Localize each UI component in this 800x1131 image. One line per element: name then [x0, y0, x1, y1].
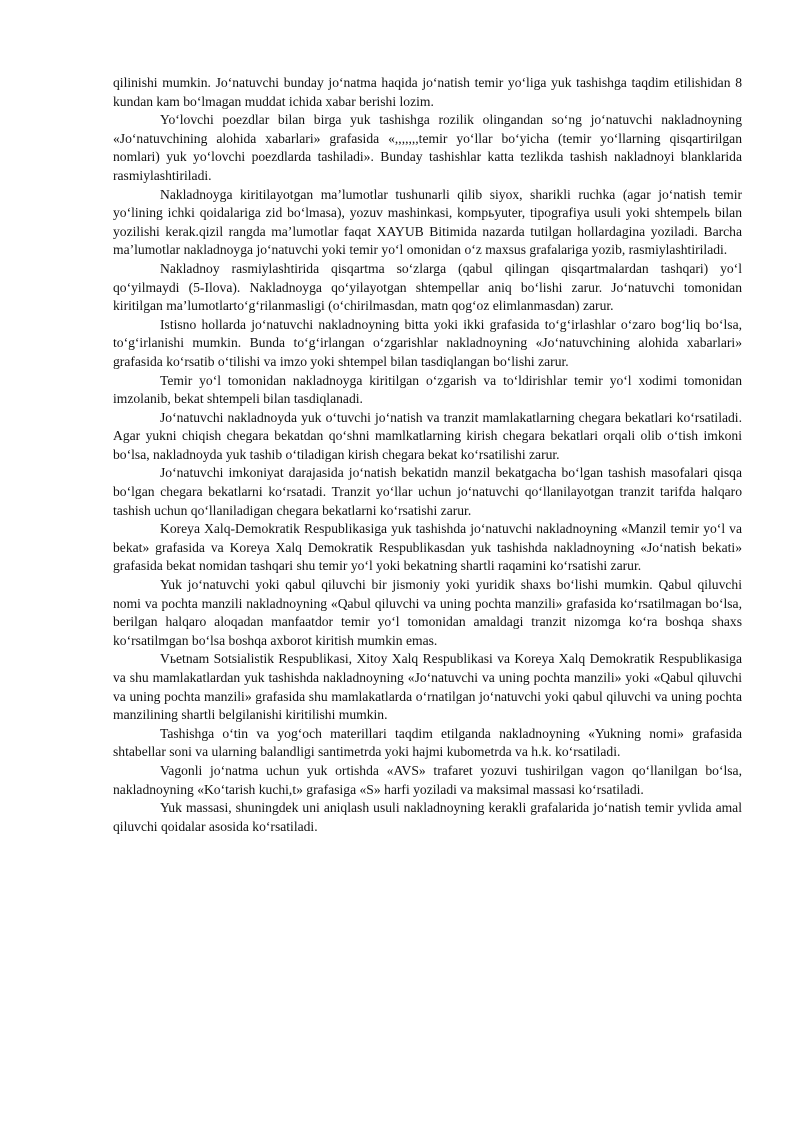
paragraph-passenger-train-shipping: Yo‘lovchi poezdlar bilan birga yuk tashishga rozilik olingandan so‘ng jo‘natuvchi nakladnoyning «Jo‘natuvchining alohida xabarlari» grafasida «,,,,,,,temir yo‘llar bo‘yicha (temir yo‘llarning qisqartirilgan nomlari) yuk yo‘lovchi poezdlarda tashiladi». Bunday tashishlar katta tezlikda tashish nakladnoyi blanklarida rasmiylashtiriladi. — [113, 112, 742, 183]
paragraph-writing-tools: Nakladnoyga kiritilayotgan ma’lumotlar tushunarli qilib siyox, sharikli ruchka (agar jo‘natish temir yo‘lining ichki qoidalariga zid bo‘lmasa), yozuv mashinkasi, kompьyuter, tipografiya usuli yoki shtempelь bilan yozilishi kerak.qizil rangda ma’lumotlar faqat XAYUB Bitimida nazarda tutilgan hollardagina yoziladi. Barcha ma’lumotlar nakladnoyga jo‘natuvchi yoki temir yo‘l omonidan o‘z maxsus grafalariga yozib, rasmiylashtiriladi. — [113, 186, 742, 258]
paragraph-korea-shipping: Koreya Xalq-Demokratik Respublikasiga yuk tashishda jo‘natuvchi nakladnoyning «Manzil temir yo‘l va bekat» grafasida va Koreya Xalq Demokratik Respublikasdan yuk tashishda nakladnoyning «Jo‘natish bekati» grafasida bekat nomidan tashqari shu temir yo‘l yoki bekatning shartli raqamini ko‘rsatishi zarur. — [113, 521, 742, 574]
paragraph-transit-distances: Jo‘natuvchi imkoniyat darajasida jo‘natish bekatidn manzil bekatgacha bo‘lgan tashish masofalari qisqa bo‘lgan chegara bekatlarni ko‘rsatadi. Tranzit yo‘llar uchun jo‘natuvchi qo‘llanilayotgan tranzit tarifda halqaro tashish uchun qo‘llaniladigan chegara bekatlarni ko‘rsatishi zarur. — [113, 465, 742, 518]
paragraph-timber-materials: Tashishga o‘tin va yog‘och materillari taqdim etilganda nakladnoyning «Yukning nomi» grafasida shtabellar soni va ularning balandligi santimetrda yoki hajmi kubometrda va h.k. ko‘rsatiladi. — [113, 725, 742, 760]
document-body — [113, 74, 742, 836]
paragraph-border-stations: Jo‘natuvchi nakladnoyda yuk o‘tuvchi jo‘natish va tranzit mamlakatlarning chegara bekatlari ko‘rsatiladi. Agar yukni chiqish chegara bekatdan qo‘shni mamlkatlarning kirish chegara bekatlari orqali olib o‘tish imkoni bo‘lsa, nakladnoyda yuk tashib o‘tiladigan kirish chegara bekat ko‘rsatilishi zarur. — [113, 409, 742, 462]
paragraph-consignee: Yuk jo‘natuvchi yoki qabul qiluvchi bir jismoniy yoki yuridik shaxs bo‘lishi mumkin. Qabul qiluvchi nomi va pochta manzili nakladnoyning «Qabul qiluvchi va uning pochta manzili» grafasida ko‘rsatilmagan bo‘lsa, berilgan halqaro aloqadan manfaatdor temir yo‘l tomonidan amaldagi tranzit nizomga ko‘ra boshqa shaxs ko‘rsatilmgan bo‘lsa boshqa axborot kiritish mumkin emas. — [113, 577, 742, 648]
paragraph-continued: qilinishi mumkin. Jo‘natuvchi bunday jo‘natma haqida jo‘natish temir yo‘liga yuk tashishga taqdim etilishidan 8 kundan kam bo‘lmagan muddat ichida xabar berishi lozim. — [113, 75, 742, 109]
paragraph-wagon-stencil: Vagonli jo‘natma uchun yuk ortishda «AVS» trafaret yozuvi tushirilgan vagon qo‘llanilgan bo‘lsa, nakladnoyning «Ko‘tarish kuchi,t» grafasiga «S» harfi yoziladi va maksimal massasi ko‘rsatiladi. — [113, 762, 742, 797]
paragraph-corrections-exception: Istisno hollarda jo‘natuvchi nakladnoyning bitta yoki ikki grafasida to‘g‘irlashlar o‘zaro bog‘liq bo‘lsa, to‘g‘irlanishi mumkin. Bunda to‘g‘irlangan o‘zgarishlar nakladnoyning «Jo‘natuvchining alohida xabarlari» grafasida ko‘rsatib o‘tilishi va imzo yoki shtempel bilan tasdiqlangan bo‘lishi zarur. — [113, 316, 742, 369]
paragraph-railway-changes: Temir yo‘l tomonidan nakladnoyga kiritilgan o‘zgarish va to‘ldirishlar temir yo‘l xodimi tomonidan imzolanib, bekat shtempeli bilan tasdiqlanadi. — [113, 372, 742, 407]
paragraph-abbreviations: Nakladnoy rasmiylashtirida qisqartma so‘zlarga (qabul qilingan qisqartmalardan tashqari) yo‘l qo‘yilmaydi (5-Ilova). Nakladnoyga qo‘yilayotgan shtempellar aniq bo‘lishi zarur. Jo‘natuvchi tomonidan kiritilgan ma’lumotlarto‘g‘rilanmasligi (o‘chirilmasdan, matn qog‘oz elimlanmasdan) zarur. — [113, 260, 742, 314]
paragraph-vietnam-china-korea: Vьetnam Sotsialistik Respublikasi, Xitoy Xalq Respublikasi va Koreya Xalq Demokratik Respublikasiga va shu mamlakatlardan yuk tashishda nakladnoyning «Jo‘natuvchi va uning pochta manzili» yoki «Qabul qiluvchi va uning pochta manzili» grafasida shu mamlakatlarda o‘rnatilgan jo‘natuvchi yoki qabul qiluvchi va uning pochta manzilining shartli belgilanishi kiritilishi mumkin. — [113, 651, 742, 723]
paragraph-cargo-mass: Yuk massasi, shuningdek uni aniqlash usuli nakladnoyning kerakli grafalarida jo‘natish temir yvlida amal qiluvchi qoidalar asosida ko‘rsatiladi. — [113, 800, 742, 834]
